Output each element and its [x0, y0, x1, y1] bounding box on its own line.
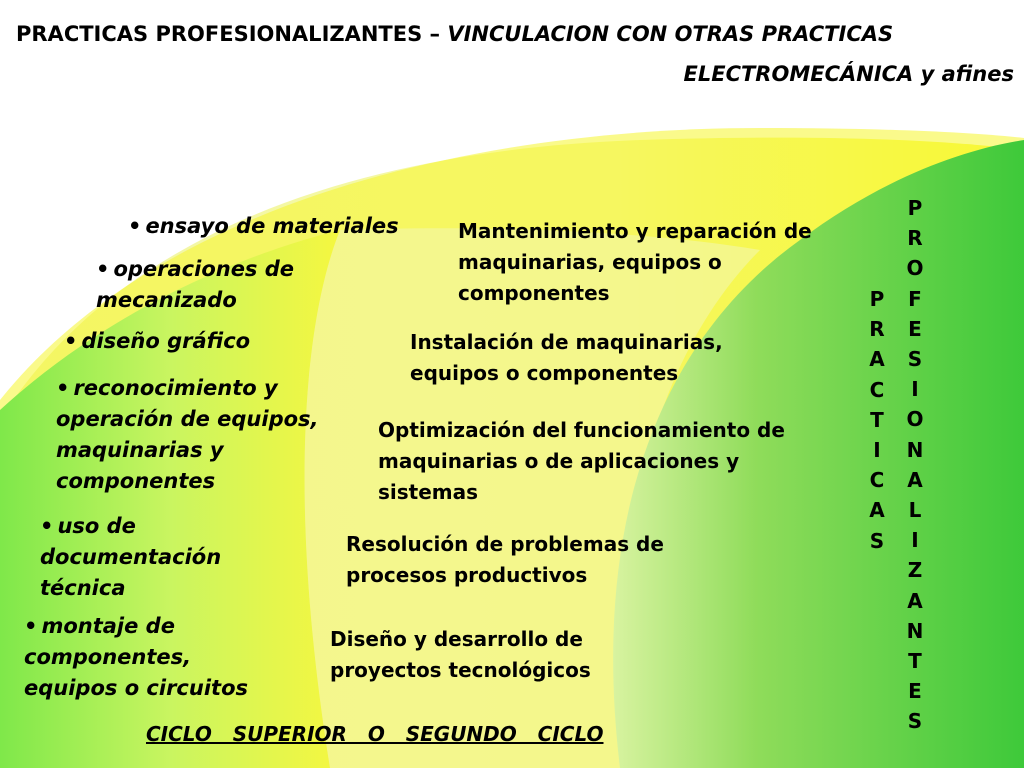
left-item-text: uso de documentación técnica — [40, 514, 222, 600]
bullet-icon: • — [56, 376, 70, 400]
left-item-text: ensayo de materiales — [145, 214, 399, 238]
vertical-letter: P — [907, 196, 923, 220]
left-item-text: reconocimiento y operación de equipos, maquinarias y componentes — [56, 376, 319, 493]
vertical-letter: T — [908, 649, 922, 674]
vertical-letter: R — [907, 226, 923, 251]
vertical-letter: N — [906, 618, 924, 643]
vertical-letter: A — [907, 467, 923, 492]
vertical-letter: C — [869, 377, 885, 402]
left-item-ensayo — [128, 211, 428, 242]
vertical-letter: R — [869, 317, 885, 342]
right-item-diseno-desarrollo: Diseño y desarrollo de proyectos tecnológicos — [330, 627, 591, 682]
page-title — [16, 22, 893, 46]
left-item-mecanizado — [96, 254, 326, 316]
left-item-diseno — [64, 326, 294, 357]
vertical-letter: E — [908, 316, 922, 341]
vertical-letter: L — [908, 498, 922, 523]
vertical-letter: I — [873, 438, 881, 463]
right-item-mantenimiento: Mantenimiento y reparación de maquinarias, equipos o componentes — [458, 219, 812, 305]
vertical-letter: E — [908, 679, 922, 704]
bullet-icon: • — [64, 329, 78, 353]
right-item-resolucion: Resolución de problemas de procesos productivos — [346, 532, 664, 587]
bullet-icon: • — [128, 214, 142, 238]
vertical-letter: A — [869, 498, 885, 523]
vertical-letter: A — [907, 588, 923, 613]
vertical-letter: T — [870, 407, 884, 432]
vertical-letter: S — [907, 347, 923, 372]
vertical-letter: N — [906, 437, 924, 462]
vertical-letter: I — [911, 377, 919, 402]
bullet-icon: • — [40, 514, 54, 538]
title-italic: VINCULACION CON OTRAS PRACTICAS — [447, 22, 894, 46]
left-item-text: montaje de componentes, equipos o circuitos — [24, 614, 248, 700]
left-item-reconocimiento — [56, 373, 346, 497]
vertical-word-profesionalizantes — [903, 193, 927, 737]
title-main: PRACTICAS PROFESIONALIZANTES – — [16, 22, 448, 46]
vertical-letter: P — [869, 287, 885, 311]
left-item-montaje — [24, 611, 284, 704]
bullet-icon: • — [24, 614, 38, 638]
vertical-letter: F — [908, 286, 922, 311]
page-subtitle: ELECTROMECÁNICA y afines — [683, 62, 1014, 86]
vertical-letter: Z — [907, 558, 923, 583]
vertical-letter: S — [869, 528, 885, 553]
left-item-text: diseño gráfico — [81, 329, 251, 353]
bullet-icon: • — [96, 257, 110, 281]
vertical-letter: S — [907, 709, 923, 734]
vertical-letter: O — [906, 407, 924, 432]
vertical-letter: O — [906, 256, 924, 281]
left-item-text: operaciones de mecanizado — [96, 257, 295, 312]
vertical-word-practicas — [866, 284, 888, 556]
left-item-documentacion — [40, 511, 260, 604]
vertical-letter: I — [911, 528, 919, 553]
footer-cycle-label: CICLO SUPERIOR O SEGUNDO CICLO — [146, 722, 604, 746]
right-item-instalacion: Instalación de maquinarias, equipos o componentes — [410, 330, 723, 385]
vertical-letter: C — [869, 468, 885, 493]
right-item-optimizacion: Optimización del funcionamiento de maquinarias o de aplicaciones y sistemas — [378, 418, 785, 504]
vertical-letter: A — [869, 347, 885, 372]
